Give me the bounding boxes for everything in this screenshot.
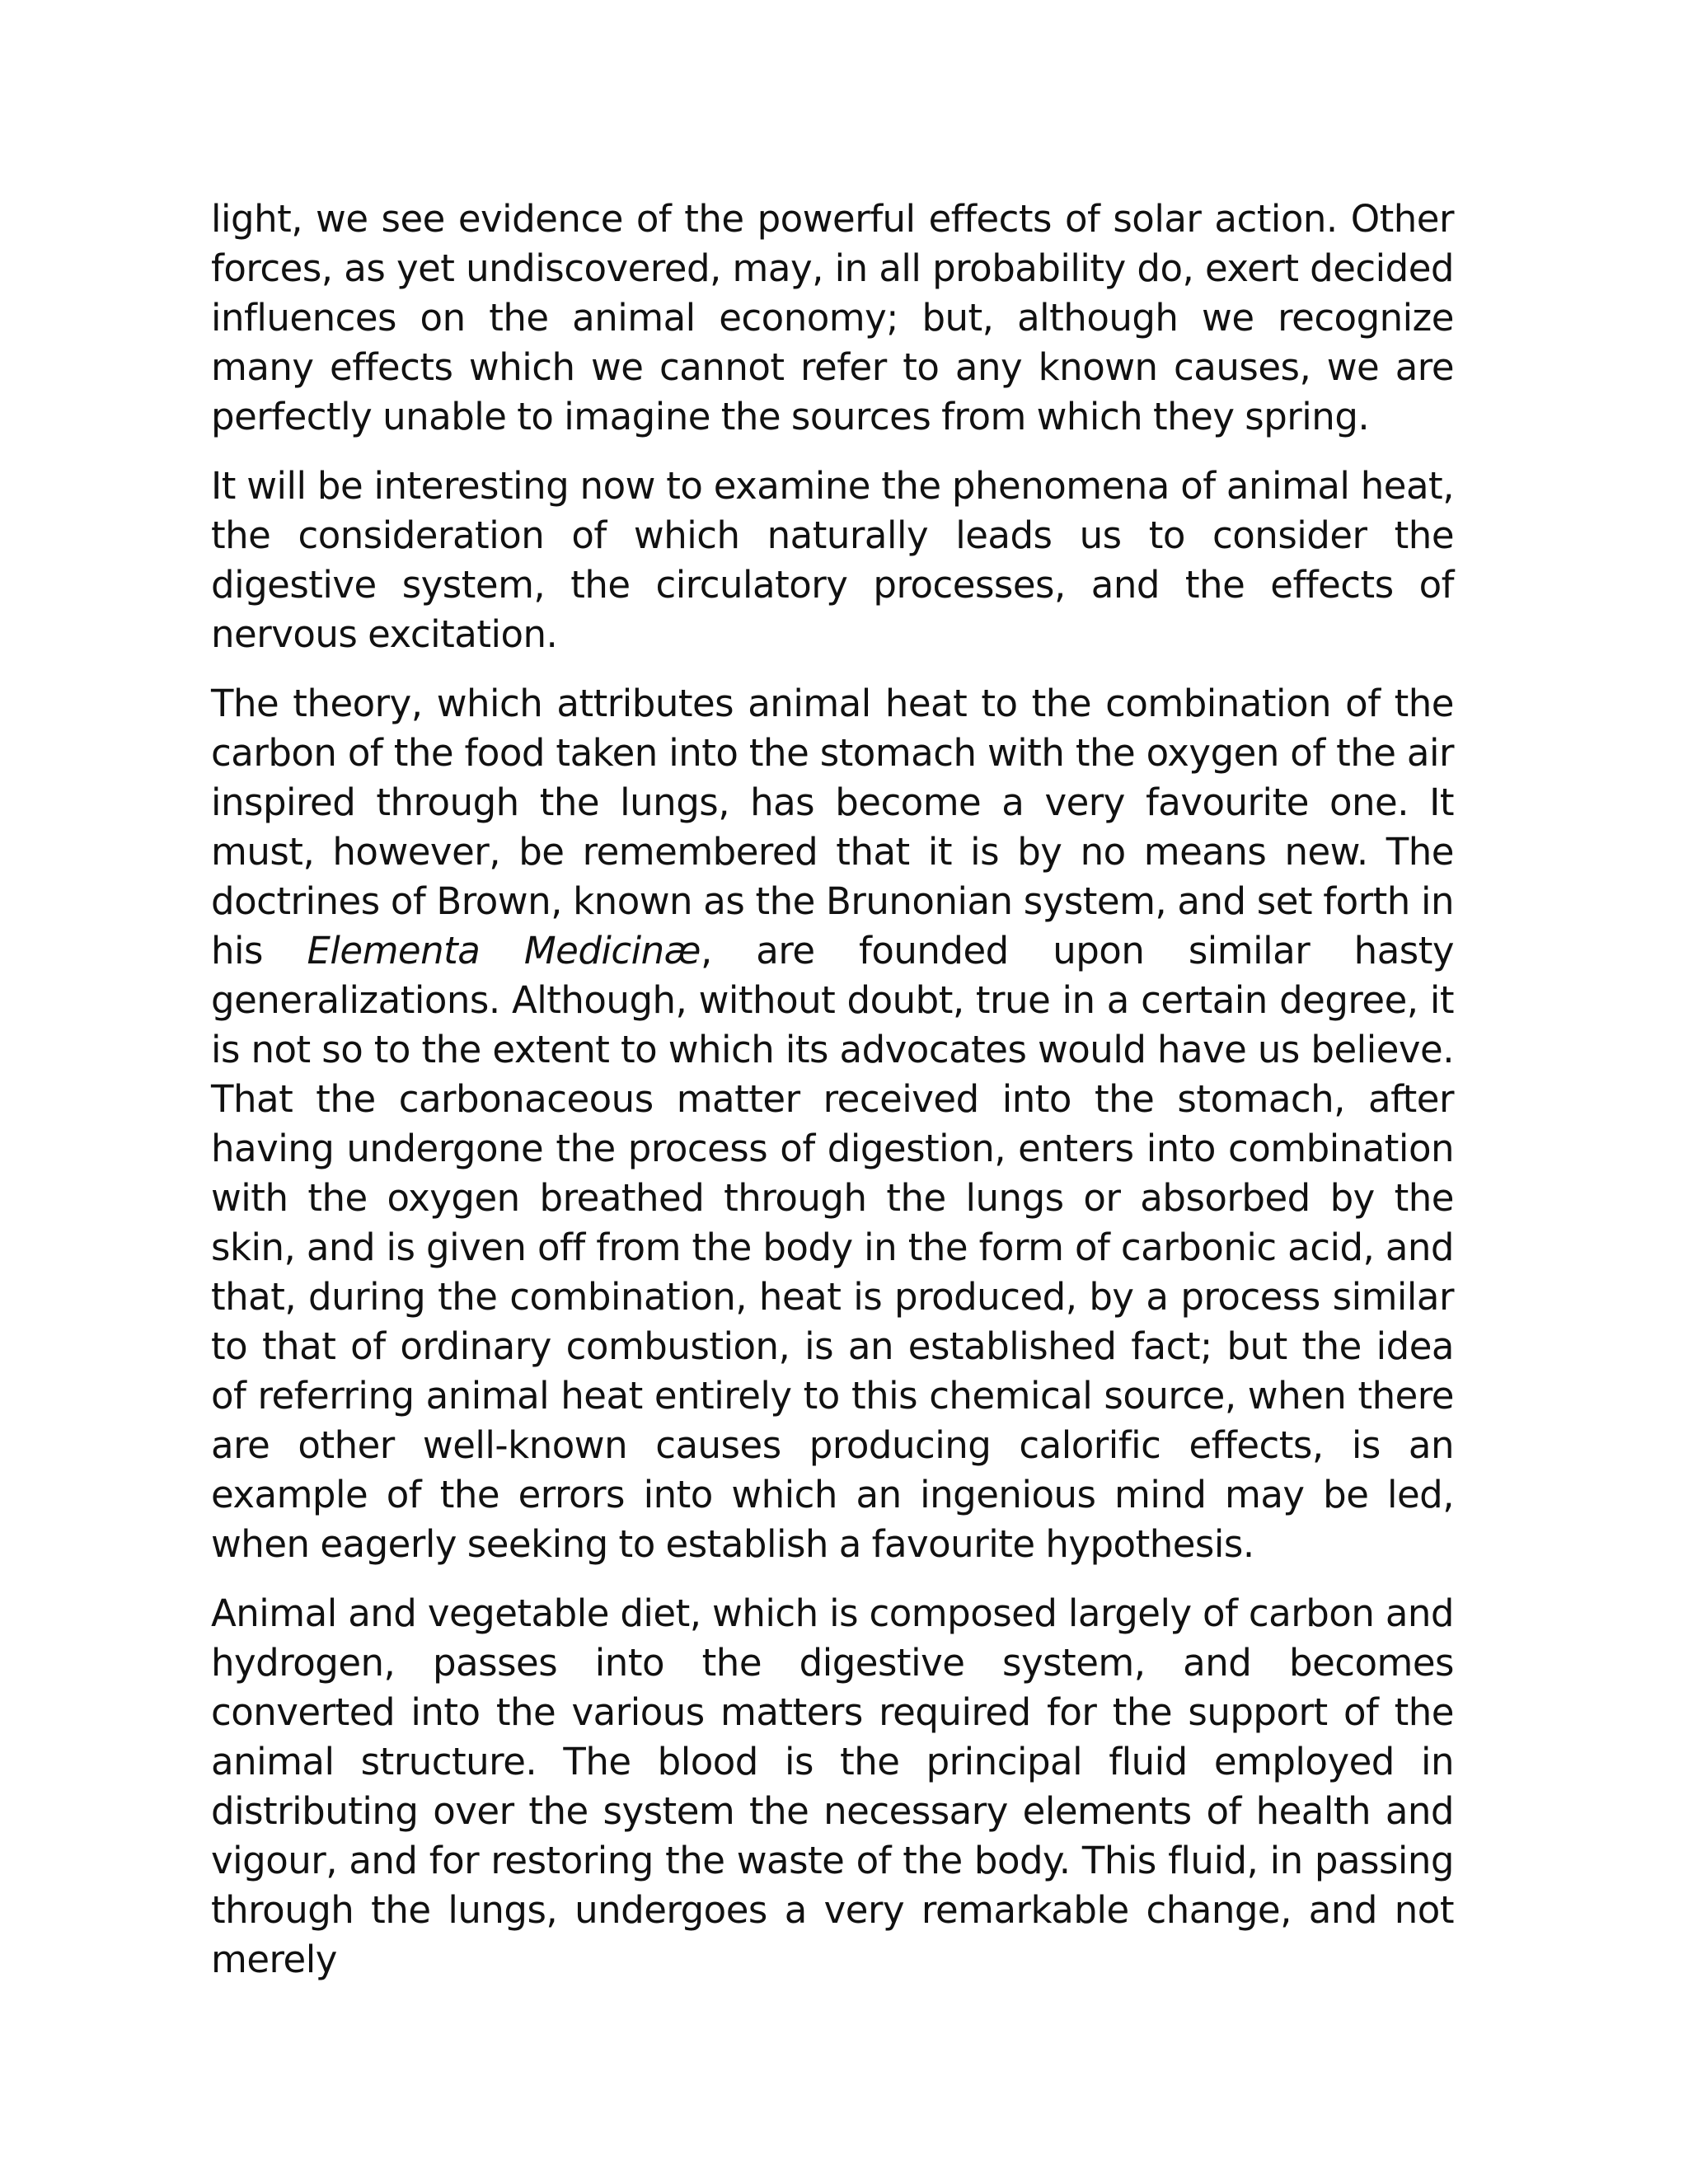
paragraph-2 [211, 462, 1454, 659]
book-title-italic: Elementa Medicinæ [307, 929, 701, 972]
paragraph-1 [211, 194, 1454, 442]
paragraph-2-text: It will be interesting now to examine the phenomena of animal heat, the consideration of which naturally leads us to consider the digestive system, the circulatory processes, and the effects of nervous excitation. [211, 464, 1454, 656]
paragraph-3 [211, 679, 1454, 1569]
paragraph-4 [211, 1589, 1454, 1985]
paragraph-3-text-end: , are founded upon similar hasty generalizations. Although, without doubt, true in a certain degree, it is not so to the extent to which its advocates would have us believe. That the carbonaceous matter received into the stomach, after having undergone the process of digestion, enters into combination with the oxygen breathed through the lungs or absorbed by the skin, and is given off from the body in the form of carbonic acid, and that, during the combination, heat is produced, by a process similar to that of ordinary combustion, is an established fact; but the idea of referring animal heat entirely to this chemical source, when there are other well-known causes producing calorific effects, is an example of the errors into which an ingenious mind may be led, when eagerly seeking to establish a favourite hypothesis. [211, 929, 1454, 1566]
paragraph-1-text: light, we see evidence of the powerful effects of solar action. Other forces, as yet undiscovered, may, in all probability do, exert decided influences on the animal economy; but, although we recognize many effects which we cannot refer to any known causes, we are perfectly unable to imagine the sources from which they spring. [211, 197, 1454, 438]
paragraph-3-text-start: The theory, which attributes animal heat to the combination of the carbon of the food taken into the stomach with the oxygen of the air inspired through the lungs, has become a very favourite one. It must, however, be remembered that it is by no means new. The doctrines of Brown, known as the Brunonian system, and set forth in his [211, 682, 1454, 972]
paragraph-4-text: Animal and vegetable diet, which is composed largely of carbon and hydrogen, passes into the digestive system, and becomes converted into the various matters required for the support of the animal structure. The blood is the principal fluid employed in distributing over the system the necessary elements of health and vigour, and for restoring the waste of the body. This fluid, in passing through the lungs, undergoes a very remarkable change, and not merely [211, 1591, 1454, 1981]
body-text [211, 194, 1454, 2004]
